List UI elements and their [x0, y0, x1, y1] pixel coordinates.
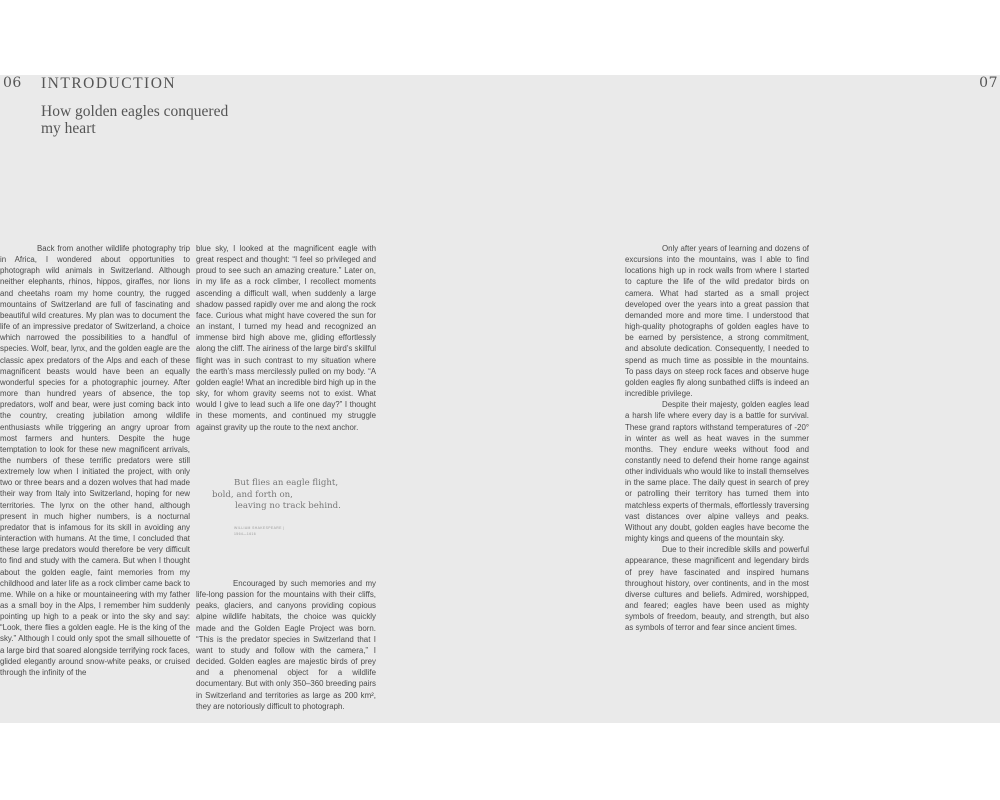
paragraph: blue sky, I looked at the magnificent eagle with great respect and thought: “I feel so privileged and proud to see such an amazing creature.” Later on, in my life as a rock climber, I recollect moments ascending a difficult wall, when suddenly a large shadow passed rapidly over me and along the rock face. Curious what might have covered the sun for an instant, I turned my head and recognized an immense bird high above me, gliding effortlessly along the cliff. The airiness of the large bird’s skillful flight was in such contrast to my situation where the earth’s mass mercilessly pulled on my body. “A golden eagle! What an incredible bird high up in the sky, for whom gravity seems not to exist. What would I give to lead such a life one day?” I thought in these moments, and continued my struggle against gravity up the route to the next anchor.	[196, 244, 376, 432]
book-spread	[0, 75, 1000, 723]
quote-author: WILLIAM SHAKESPEARE |	[234, 526, 285, 530]
body-column-3	[196, 578, 376, 712]
pull-quote	[212, 478, 382, 513]
quote-line: bold, and forth on,	[212, 489, 293, 500]
body-column-2	[196, 243, 376, 433]
paragraph: Back from another wildlife photography trip in Africa, I wondered about opportunities to photograph wild animals in Switzerland. Although neither elephants, rhinos, hippos, giraffes, nor lions and cheetahs roam my home country, the rugged mountains of Switzerland are full of fascinating and beautiful wild creatures. My plan was to document the life of an impressive predator of Switzerland, a choice which narrowed the possibilities to a handful of species. Wolf, bear, lynx, and the golden eagle are the classic apex predators of the Alps and each of these magnificent beasts would have been an equally wonderful species for a photographic journey. After more than hundred years of absence, the top predators, wolf and bear, were just coming back into the country, creating jubilation among wildlife enthusiasts while triggering an angry uproar from most farmers and hunters. Despite the huge temptation to look for these new magnificent arrivals, the numbers of these terrific predators were still extremely low when I initiated the project, with only two or three bears and a dozen wolves that had made their way from Italy into Switzerland, hoping for new territories. The lynx on the other hand, although present in much higher numbers, is a nocturnal predator that is infamous for its skill in avoiding any interaction with humans. At the time, I concluded that these large predators would therefore be very difficult to find and study with the camera. But when I thought about the golden eagle, faint memories from my childhood and later life as a rock climber came back to me. While on a hike or mountaineering with my father as a small boy in the Alps, I remember him suddenly pointing up high to a peak or into the sky and say: “Look, there flies a golden eagle. He is the king of the sky.” Although I could only spot the small silhouette of a large bird that soared alongside terrifying rock faces, glided elegantly around snow-white peaks, or cruised through the infinity of the	[0, 244, 190, 677]
paragraph: Only after years of learning and dozens of excursions into the mountains, was I able to find locations high up in rock walls from where I started to capture the life of the wild predator birds on camera. What had started as a small project developed over the years into a great passion that demanded more and more time. I understood that high-quality photographs of golden eagles have to be earned by persistence, a strong commitment, and absolute dedication. Consequently, I needed to spend as much time as possible in the mountains. To pass days on steep rock faces and observe huge golden eagles fly along sunbathed cliffs is indeed an incredible privilege.	[625, 244, 809, 399]
quote-line: But flies an eagle flight,	[234, 478, 339, 488]
body-column-4	[625, 243, 809, 633]
paragraph: Despite their majesty, golden eagles lead a harsh life where every day is a battle for survival. These grand raptors withstand temperatures of -20° in winter as well as heat waves in the summer months. They endure weeks without food and constantly need to defend their home range against other individuals who would like to install themselves in the same place. The daily quest in search of prey or patrolling their territory has turned them into matchless experts of thermals, effortlessly traversing vast distances over alpine valleys and peaks. Without any doubt, golden eagles have become the mighty kings and queens of the mountain sky.	[625, 400, 809, 544]
section-title: INTRODUCTION	[41, 75, 177, 92]
paragraph: Encouraged by such memories and my life-long passion for the mountains with their cliffs, peaks, glaciers, and canyons providing copious alpine wildlife habitats, the choice was quickly made and the Golden Eagle Project was born. “This is the predator species in Switzerland that I want to study and follow with the camera,” I decided. Golden eagles are majestic birds of prey and a phenomenal object for a wildlife documentary. But with only 350–360 breeding pairs in Switzerland and territories as large as 200 km², they are notoriously difficult to photograph.	[196, 579, 376, 711]
page-number-left: 06	[3, 75, 22, 91]
quote-line: leaving no track behind.	[235, 501, 341, 511]
page-number-right: 07	[979, 75, 998, 91]
paragraph: Due to their incredible skills and powerful appearance, these magnificent and legendary birds of prey have fascinated and inspired humans throughout history, over continents, and in the most diverse cultures and beliefs. Admired, worshipped, and feared; eagles have been used as mighty symbols of freedom, beauty, and strength, but also as symbols of terror and fear since ancient times.	[625, 545, 809, 633]
body-column-1	[0, 243, 190, 678]
chapter-title: How golden eagles conquered my heart	[41, 103, 229, 137]
quote-years: 1564—1616	[234, 532, 257, 536]
